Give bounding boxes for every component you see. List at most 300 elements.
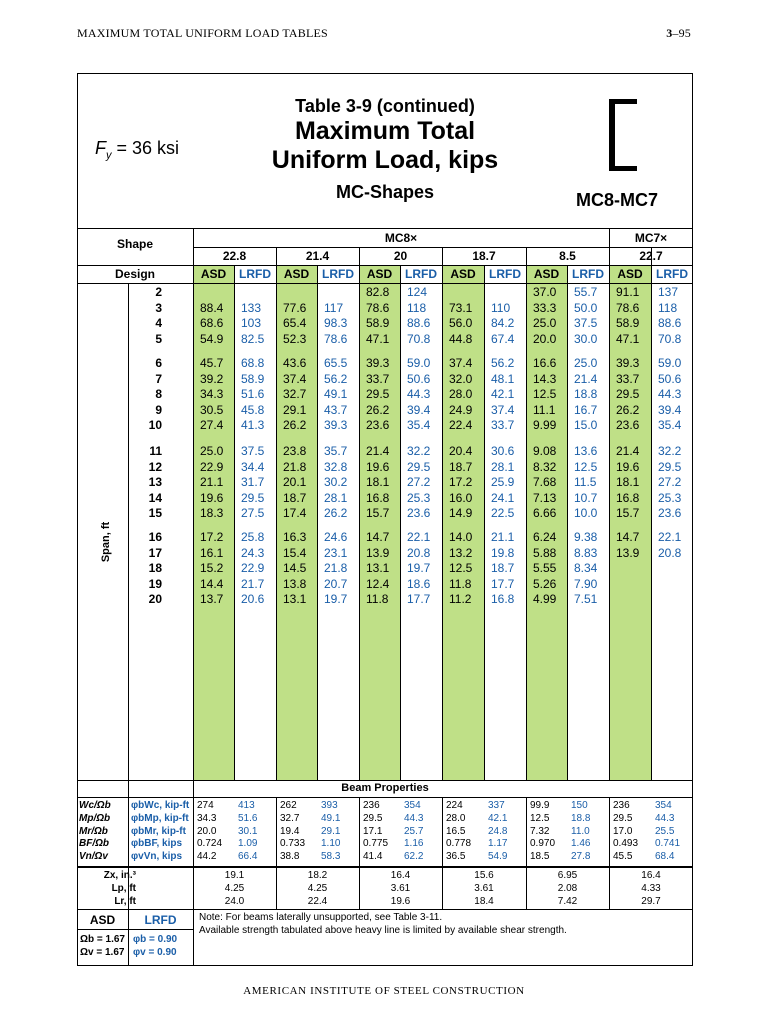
asd-value: 23.6: [616, 418, 640, 433]
asd-value: 12.5: [533, 387, 557, 402]
asd-value: 5.26: [533, 576, 557, 591]
asd-value: 9.99: [533, 418, 557, 433]
lrfd-value: 68.8: [241, 356, 265, 370]
lrfd-value: 17.7: [491, 576, 515, 591]
lrfd-value: 31.7: [241, 475, 265, 490]
table-title: Maximum Total Uniform Load, kips: [271, 117, 499, 174]
weight-label: 22.7: [639, 249, 663, 263]
lrfd-value: 16.8: [491, 592, 515, 607]
beam-prop-lrfd-value: 54.9: [488, 851, 508, 863]
lrfd-value: 23.1: [324, 545, 348, 560]
lrfd-value: 65.5: [324, 356, 348, 370]
beam-prop-lrfd-label: φbMp, kip-ft: [131, 812, 189, 824]
asd-value: 26.2: [616, 402, 640, 417]
lrfd-value: 88.6: [407, 316, 431, 331]
z-value: 24.0: [224, 895, 245, 907]
z-value: 4.25: [224, 882, 245, 894]
lrfd-value: 24.1: [491, 490, 515, 505]
asd-value: 37.0: [533, 285, 557, 299]
lrfd-value: 59.0: [658, 356, 682, 370]
asd-value: 29.1: [283, 402, 307, 417]
asd-value: 6.24: [533, 530, 557, 544]
lrfd-value: 118: [658, 300, 678, 315]
asd-value: 58.9: [616, 316, 640, 331]
beam-prop-asd-value: 12.5: [530, 812, 550, 824]
asd-value: 13.2: [449, 545, 473, 560]
span-value: 10: [148, 418, 162, 433]
beam-prop-lrfd-label: φbWc, kip-ft: [131, 800, 190, 811]
lrfd-value: 39.4: [658, 402, 682, 417]
lrfd-value: 27.2: [658, 475, 682, 490]
asd-value: 18.3: [200, 506, 224, 521]
rule: [77, 797, 693, 798]
span-value: 13: [148, 475, 162, 490]
lrfd-value: 8.34: [574, 561, 598, 576]
beam-prop-lrfd-value: 24.8: [488, 825, 508, 837]
rule: [651, 247, 652, 780]
beam-prop-lrfd-value: 354: [655, 800, 672, 811]
asd-value: 21.8: [283, 459, 307, 474]
lrfd-value: 118: [407, 300, 427, 315]
beam-prop-asd-value: 19.4: [280, 825, 300, 837]
lrfd-value: 50.6: [658, 371, 682, 386]
z-value: 19.6: [390, 895, 411, 907]
span-value: 20: [148, 592, 162, 607]
asd-value: 20.0: [533, 331, 557, 346]
lrfd-value: 56.2: [324, 371, 348, 386]
asd-value: 11.2: [449, 592, 472, 607]
weight-label: 18.7: [472, 249, 496, 263]
beam-prop-asd-label: Mp/Ωb: [79, 812, 111, 824]
lrfd-header: LRFD: [656, 267, 688, 281]
asd-value: 58.9: [366, 316, 390, 331]
lrfd-value: 17.7: [407, 592, 431, 607]
asd-value: 77.6: [283, 300, 307, 315]
span-value: 16: [148, 530, 162, 544]
asd-value: 47.1: [366, 331, 390, 346]
rule: [77, 780, 693, 781]
beam-prop-asd-value: 99.9: [530, 800, 550, 811]
lrfd-value: 41.3: [241, 418, 265, 433]
asd-value: 11.8: [366, 592, 389, 607]
lrfd-value: 21.7: [241, 576, 265, 591]
asd-value: 14.7: [616, 530, 640, 544]
running-head: [77, 26, 691, 42]
rule: [526, 247, 527, 780]
asd-value: 29.5: [616, 387, 640, 402]
asd-value: 39.3: [616, 356, 640, 370]
lrfd-header: LRFD: [405, 267, 437, 281]
beam-prop-asd-label: BF/Ωb: [79, 838, 110, 850]
span-value: 7: [155, 371, 162, 386]
span-value: 12: [148, 459, 162, 474]
asd-value: 17.2: [449, 475, 473, 490]
beam-prop-asd-value: 34.3: [197, 812, 217, 824]
span-value: 8: [155, 387, 162, 402]
asd-value: 88.4: [200, 300, 224, 315]
lrfd-value: 45.8: [241, 402, 265, 417]
z-value: 29.7: [641, 895, 661, 907]
beam-prop-asd-value: 262: [280, 800, 297, 811]
design-header: Design: [114, 267, 155, 281]
span-value: 15: [148, 506, 162, 521]
z-value: 6.95: [557, 870, 578, 881]
asd-value: 18.7: [449, 459, 473, 474]
asd-value: 13.9: [366, 545, 390, 560]
lrfd-value: 19.7: [407, 561, 431, 576]
beam-prop-asd-value: 29.5: [613, 812, 633, 824]
beam-prop-asd-value: 29.5: [363, 812, 383, 824]
asd-value: 19.6: [200, 490, 224, 505]
lrfd-value: 13.6: [574, 444, 598, 458]
lrfd-value: 58.9: [241, 371, 265, 386]
asd-value: 11.1: [533, 402, 556, 417]
asd-value: 78.6: [616, 300, 640, 315]
beam-prop-lrfd-value: 29.1: [321, 825, 341, 837]
rule: [567, 265, 568, 780]
asd-value: 7.68: [533, 475, 557, 490]
beam-prop-asd-value: 28.0: [446, 812, 466, 824]
table-note: Available strength tabulated above heavy line is limited by available shear strength.: [199, 925, 567, 936]
z-label: Zx, in.³: [103, 870, 136, 881]
z-value: 22.4: [307, 895, 328, 907]
asd-header: ASD: [200, 267, 227, 281]
lrfd-value: 15.0: [574, 418, 598, 433]
lrfd-value: 9.38: [574, 530, 598, 544]
beam-prop-asd-value: 0.733: [280, 838, 306, 850]
lrfd-value: 39.3: [324, 418, 348, 433]
rule: [400, 265, 401, 780]
asd-value: 25.0: [533, 316, 557, 331]
lrfd-value: 137: [658, 285, 679, 299]
asd-value: 15.7: [616, 506, 640, 521]
lrfd-value: 7.51: [574, 592, 598, 607]
lrfd-value: 7.90: [574, 576, 598, 591]
lrfd-value: 35.7: [324, 444, 348, 458]
beam-prop-asd-value: 44.2: [197, 851, 217, 863]
lrfd-value: 19.8: [491, 545, 515, 560]
asd-value: 21.1: [200, 475, 224, 490]
asd-value: 14.9: [449, 506, 473, 521]
asd-value: 29.5: [366, 387, 390, 402]
z-value: 19.1: [224, 870, 245, 881]
asd-value: 44.8: [449, 331, 473, 346]
lrfd-value: 37.5: [241, 444, 265, 458]
asd-value: 7.13: [533, 490, 557, 505]
rule: [128, 797, 129, 866]
beam-prop-lrfd-label: φbBF, kips: [131, 838, 183, 850]
beam-prop-lrfd-value: 393: [321, 800, 338, 811]
lrfd-value: 10.0: [574, 506, 598, 521]
asd-value: 5.88: [533, 545, 557, 560]
asd-value: 8.32: [533, 459, 557, 474]
lrfd-value: 12.5: [574, 459, 598, 474]
lrfd-value: 32.2: [407, 444, 431, 458]
beam-prop-asd-value: 41.4: [363, 851, 383, 863]
rule: [77, 929, 193, 930]
lrfd-value: 25.9: [491, 475, 515, 490]
beam-prop-lrfd-value: 1.09: [238, 838, 258, 850]
span-axis-label: Span, ft: [100, 521, 113, 563]
rule: [77, 909, 693, 910]
asd-value: 16.8: [366, 490, 390, 505]
beam-prop-asd-value: 0.493: [613, 838, 639, 850]
asd-value: 32.7: [283, 387, 307, 402]
span-value: 18: [148, 561, 162, 576]
asd-value: 47.1: [616, 331, 640, 346]
beam-prop-asd-value: 0.724: [197, 838, 223, 850]
asd-value: 12.4: [366, 576, 390, 591]
lrfd-value: 19.7: [324, 592, 348, 607]
asd-value: 33.7: [366, 371, 390, 386]
asd-value: 23.8: [283, 444, 307, 458]
beam-prop-asd-value: 7.32: [530, 825, 550, 837]
rule: [193, 247, 693, 248]
lrfd-value: 25.3: [658, 490, 682, 505]
lrfd-value: 24.6: [324, 530, 348, 544]
beam-prop-lrfd-value: 25.5: [655, 825, 675, 837]
asd-value: 14.5: [283, 561, 307, 576]
asd-value: 17.2: [200, 530, 224, 544]
lrfd-value: 26.2: [324, 506, 348, 521]
beam-prop-lrfd-value: 25.7: [404, 825, 424, 837]
span-value: 14: [148, 490, 162, 505]
lrfd-value: 70.8: [658, 331, 682, 346]
span-value: 3: [155, 300, 162, 315]
span-value: 2: [155, 285, 162, 299]
weight-label: 21.4: [305, 249, 330, 263]
rule: [77, 283, 693, 284]
shape-header: Shape: [116, 237, 153, 251]
span-value: 19: [148, 576, 162, 591]
asd-value: 56.0: [449, 316, 473, 331]
lrfd-value: 78.6: [324, 331, 348, 346]
asd-value: 13.8: [283, 576, 307, 591]
lrfd-value: 55.7: [574, 285, 598, 299]
weight-label: 20: [393, 249, 408, 263]
asd-value: 14.7: [366, 530, 390, 544]
lrfd-value: 37.4: [491, 402, 515, 417]
lrfd-header: LRFD: [489, 267, 521, 281]
lrfd-value: 25.8: [241, 530, 265, 544]
asd-value: 15.4: [283, 545, 307, 560]
beam-prop-asd-value: 18.5: [530, 851, 550, 863]
asd-value: 15.2: [200, 561, 224, 576]
lrfd-header: LRFD: [572, 267, 604, 281]
asd-header: ASD: [366, 267, 393, 281]
asd-value: 22.4: [449, 418, 473, 433]
lrfd-value: 29.5: [658, 459, 682, 474]
asd-header: ASD: [617, 267, 643, 281]
asd-value: 27.4: [200, 418, 224, 433]
asd-value: 13.1: [283, 592, 307, 607]
beam-prop-asd-value: 36.5: [446, 851, 466, 863]
asd-factor: Ωb = 1.67: [80, 934, 125, 945]
asd-value: 23.6: [366, 418, 390, 433]
lrfd-value: 10.7: [574, 490, 598, 505]
z-value: 4.25: [307, 882, 328, 894]
beam-prop-lrfd-value: 337: [488, 800, 505, 811]
beam-prop-asd-label: Wc/Ωb: [79, 800, 111, 811]
beam-prop-lrfd-value: 51.6: [238, 812, 258, 824]
asd-value: 20.1: [283, 475, 307, 490]
lrfd-factor-header: LRFD: [144, 913, 177, 927]
lrfd-value: 16.7: [574, 402, 598, 417]
lrfd-value: 103: [241, 316, 262, 331]
lrfd-value: 25.3: [407, 490, 431, 505]
asd-header: ASD: [283, 267, 310, 281]
asd-value: 34.3: [200, 387, 224, 402]
beam-prop-asd-value: 20.0: [197, 825, 217, 837]
asd-value: 14.4: [200, 576, 224, 591]
lrfd-value: 51.6: [241, 387, 265, 402]
table-number: Table 3-9 (continued): [295, 96, 475, 116]
beam-prop-asd-value: 38.8: [280, 851, 300, 863]
asd-value: 39.3: [366, 356, 390, 370]
lrfd-value: 56.2: [491, 356, 515, 370]
beam-prop-asd-value: 236: [363, 800, 380, 811]
asd-value: 54.9: [200, 331, 224, 346]
mc8-header: MC8×: [384, 231, 418, 245]
asd-value: 82.8: [366, 285, 390, 299]
beam-prop-lrfd-value: 68.4: [655, 851, 675, 863]
lrfd-value: 22.5: [491, 506, 515, 521]
lrfd-factor: φv = 0.90: [133, 947, 177, 958]
lrfd-value: 28.1: [491, 459, 515, 474]
beam-prop-lrfd-value: 66.4: [238, 851, 258, 863]
beam-prop-lrfd-value: 62.2: [404, 851, 424, 863]
beam-prop-lrfd-value: 413: [238, 800, 255, 811]
asd-value: 14.0: [449, 530, 473, 544]
asd-value: 16.0: [449, 490, 473, 505]
asd-value: 16.1: [200, 545, 224, 560]
lrfd-value: 39.4: [407, 402, 431, 417]
beam-prop-lrfd-value: 354: [404, 800, 421, 811]
beam-prop-lrfd-value: 30.1: [238, 825, 258, 837]
lrfd-value: 18.7: [491, 561, 515, 576]
lrfd-value: 37.5: [574, 316, 598, 331]
asd-value: 24.9: [449, 402, 473, 417]
lrfd-value: 22.1: [658, 530, 682, 544]
asd-value: 12.5: [449, 561, 473, 576]
beam-prop-asd-label: Vn/Ωv: [79, 851, 108, 863]
lrfd-value: 133: [241, 300, 262, 315]
span-value: 4: [155, 316, 162, 331]
asd-factor-header: ASD: [89, 913, 116, 927]
page-number: 3–95: [666, 26, 691, 40]
beam-prop-lrfd-value: 49.1: [321, 812, 341, 824]
weight-label: 8.5: [559, 249, 576, 263]
z-value: 18.4: [474, 895, 494, 907]
rule: [609, 228, 610, 780]
asd-value: 18.1: [366, 475, 390, 490]
asd-value: 20.4: [449, 444, 473, 458]
lrfd-value: 82.5: [241, 331, 265, 346]
lrfd-value: 98.3: [324, 316, 348, 331]
asd-value: 18.7: [283, 490, 307, 505]
running-head-title: MAXIMUM TOTAL UNIFORM LOAD TABLES: [77, 26, 328, 40]
span-value: 11: [149, 444, 162, 458]
lrfd-value: 44.3: [658, 387, 682, 402]
asd-value: 26.2: [366, 402, 390, 417]
lrfd-value: 22.9: [241, 561, 265, 576]
weight-label: 22.8: [222, 249, 247, 263]
asd-value: 26.2: [283, 418, 307, 433]
asd-header: ASD: [533, 267, 560, 281]
lrfd-value: 33.7: [491, 418, 515, 433]
mc7-header: MC7×: [634, 231, 668, 245]
asd-value: 21.4: [366, 444, 390, 458]
lrfd-value: 30.6: [491, 444, 515, 458]
asd-value: 30.5: [200, 402, 224, 417]
z-value: 18.2: [307, 870, 328, 881]
lrfd-value: 30.2: [324, 475, 348, 490]
beam-prop-lrfd-value: 1.17: [488, 838, 508, 850]
beam-prop-lrfd-value: 0.741: [655, 838, 681, 850]
lrfd-value: 50.0: [574, 300, 598, 315]
lrfd-value: 11.5: [574, 475, 597, 490]
asd-value: 16.6: [533, 356, 557, 370]
z-value: 16.4: [641, 870, 661, 881]
lrfd-value: 21.1: [491, 530, 515, 544]
lrfd-value: 32.8: [324, 459, 348, 474]
asd-value: 6.66: [533, 506, 557, 521]
asd-value: 22.9: [200, 459, 224, 474]
beam-prop-asd-value: 17.0: [613, 825, 633, 837]
z-value: 7.42: [557, 895, 578, 907]
lrfd-value: 8.83: [574, 545, 598, 560]
z-value: 3.61: [390, 882, 411, 894]
page-footer: AMERICAN INSTITUTE OF STEEL CONSTRUCTION: [243, 985, 525, 997]
asd-value: 91.1: [616, 285, 640, 299]
asd-value: 13.1: [366, 561, 390, 576]
lrfd-value: 23.6: [407, 506, 431, 521]
lrfd-value: 21.4: [574, 371, 598, 386]
beam-prop-lrfd-label: φvVn, kips: [131, 851, 183, 863]
lrfd-value: 50.6: [407, 371, 431, 386]
beam-prop-lrfd-value: 150: [571, 800, 588, 811]
rule: [442, 247, 443, 780]
rule: [276, 247, 277, 780]
lrfd-value: 48.1: [491, 371, 515, 386]
asd-value: 13.9: [616, 545, 640, 560]
lrfd-value: 25.0: [574, 356, 598, 370]
beam-prop-lrfd-value: 1.46: [571, 838, 591, 850]
asd-value: 37.4: [283, 371, 307, 386]
asd-value: 16.8: [616, 490, 640, 505]
z-value: 16.4: [390, 870, 411, 881]
asd-value: 25.0: [200, 444, 224, 458]
lrfd-value: 35.4: [658, 418, 682, 433]
span-value: 5: [155, 331, 162, 346]
beam-prop-lrfd-value: 58.3: [321, 851, 341, 863]
beam-prop-asd-value: 274: [197, 800, 214, 811]
lrfd-value: 23.6: [658, 506, 682, 521]
lrfd-value: 20.7: [324, 576, 348, 591]
lrfd-value: 20.8: [658, 545, 682, 560]
lrfd-value: 18.6: [407, 576, 431, 591]
asd-value: 9.08: [533, 444, 557, 458]
z-value: 2.08: [557, 882, 578, 894]
lrfd-value: 27.2: [407, 475, 431, 490]
beam-prop-lrfd-value: 1.16: [404, 838, 424, 850]
lrfd-header: LRFD: [322, 267, 354, 281]
asd-value: 11.8: [449, 576, 472, 591]
asd-value: 19.6: [616, 459, 640, 474]
rule: [317, 265, 318, 780]
lrfd-value: 32.2: [658, 444, 682, 458]
z-label: Lp, ft: [111, 882, 136, 894]
